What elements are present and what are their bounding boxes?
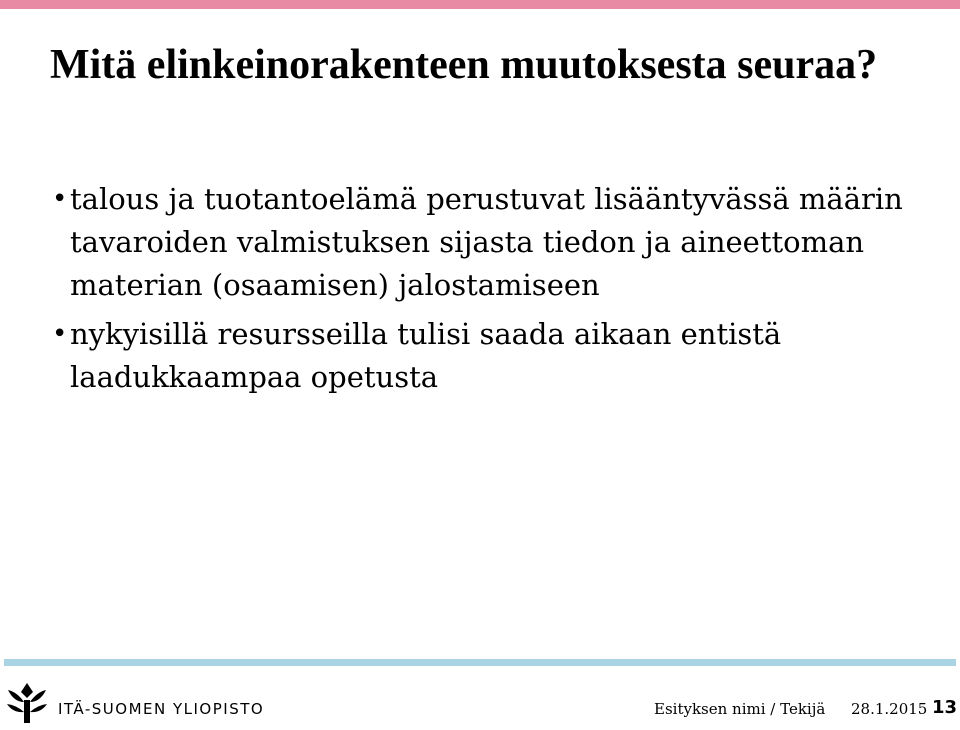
bullet-item [50, 313, 930, 399]
top-accent-bar [0, 0, 960, 9]
bullet-text: nykyisillä resursseilla tulisi saada aikaan entistä laadukkaampaa opetusta [70, 317, 782, 394]
footer-date: 28.1.2015 [851, 700, 928, 718]
bullet-list [50, 178, 930, 405]
footer-presenter: Esityksen nimi / Tekijä [654, 700, 826, 718]
footer [0, 672, 960, 730]
bullet-dot-icon: • [52, 319, 68, 349]
bullet-text: talous ja tuotantoelämä perustuvat lisääntyvässä määrin tavaroiden valmistuksen sijasta tiedon ja aineettoman materian (osaamisen) jalostamiseen [70, 182, 903, 302]
bottom-accent-bar [4, 659, 956, 666]
bullet-item [50, 178, 930, 307]
page-number: 13 [932, 697, 958, 718]
slide-title: Mitä elinkeinorakenteen muutoksesta seuraa? [50, 42, 878, 88]
bullet-dot-icon: • [52, 184, 68, 214]
logo-text: ITÄ-SUOMEN YLIOPISTO [58, 700, 265, 718]
university-logo-icon [4, 680, 50, 726]
